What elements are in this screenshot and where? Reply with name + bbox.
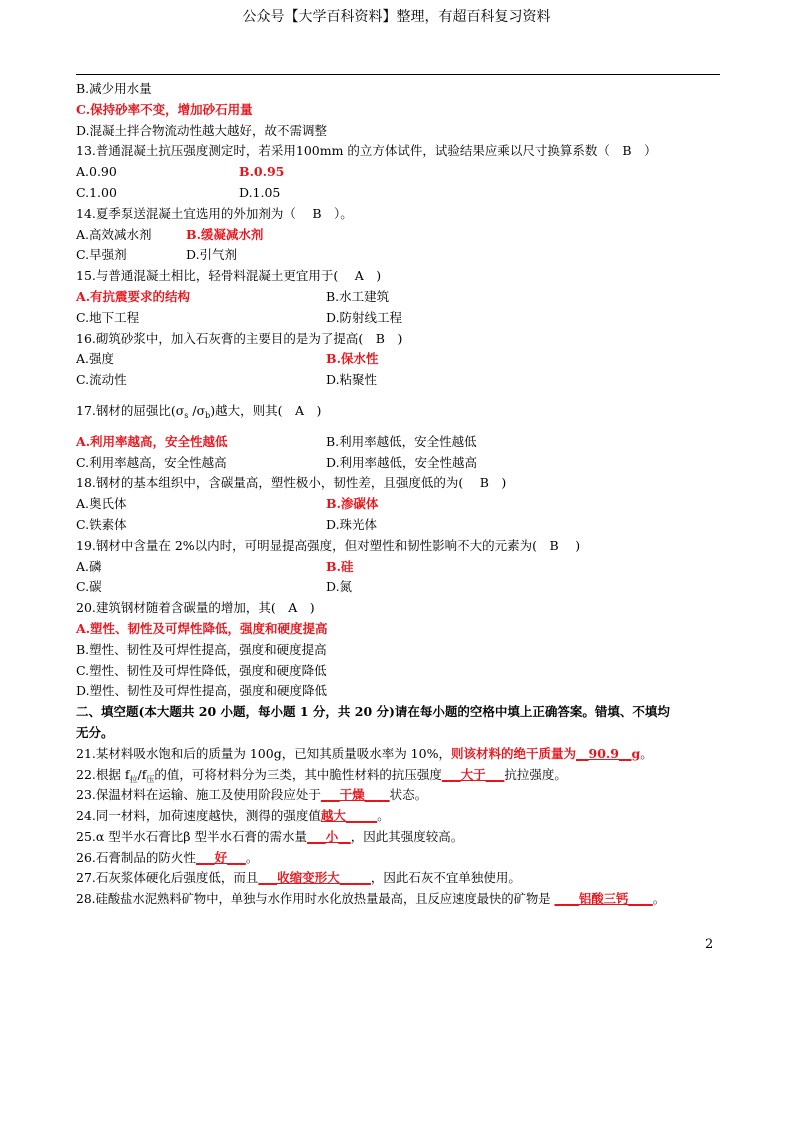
options-row	[76, 515, 724, 536]
question-17	[76, 401, 724, 422]
q17-text: /σ	[188, 402, 206, 418]
document-body	[76, 79, 724, 910]
q28-text: 28.硅酸盐水泥熟料矿物中，单独与水作用时水化放热量最高，且反应速度最快的矿物是	[76, 892, 555, 907]
page-header: 公众号【大学百科资料】整理，有超百科复习资料	[242, 9, 551, 25]
option-b-answer: B.渗碳体	[326, 496, 379, 512]
question-19: 19.钢材中含量在 2%以内时，可明显提高强度，但对塑性和韧性影响不大的元素为( B )	[76, 537, 581, 553]
question-16: 16.砌筑砂浆中，加入石灰膏的主要目的是为了提高( B )	[76, 330, 403, 346]
option-d: D.引气剂	[186, 247, 238, 263]
q24-answer: 越大_____	[320, 808, 378, 824]
option-c: C.碳	[76, 579, 102, 595]
option-a-answer: A.利用率越高，安全性越低	[76, 433, 228, 449]
option-line: D.混凝土拌合物流动性越大越好，故不需调整	[76, 122, 328, 138]
options-row	[76, 432, 724, 453]
option-d: D.防射线工程	[326, 309, 403, 325]
option-c: C.早强剂	[76, 247, 127, 263]
option-c: C.地下工程	[76, 309, 140, 325]
q27-end: ，因此石灰不宜单独使用。	[370, 870, 521, 886]
q27-answer: ___收缩变形大_____	[258, 870, 371, 886]
question-20: 20.建筑钢材随着含碳量的增加，其( A )	[76, 600, 315, 616]
question-14: 14.夏季泵送混凝土宜选用的外加剂为（ B ）。	[76, 205, 353, 221]
q21-end: 。	[640, 745, 653, 761]
q22-end: 抗拉强度。	[504, 766, 567, 782]
option-d: D.利用率越低，安全性越高	[326, 454, 478, 470]
options-row	[76, 162, 724, 183]
option-b: B.塑性、韧性及可焊性提高，强度和硬度提高	[76, 641, 327, 657]
option-a: A.强度	[76, 351, 115, 367]
question-18: 18.钢材的基本组织中，含碳量高，塑性极小，韧性差，且强度低的为( B )	[76, 475, 507, 491]
q28-end: 。	[652, 892, 666, 907]
options-row	[76, 349, 724, 370]
option-b-answer: B.保水性	[326, 351, 379, 367]
question-25	[76, 827, 724, 848]
option-d: D.粘聚性	[326, 372, 378, 388]
subscript: s	[184, 410, 189, 420]
question-21	[76, 744, 724, 765]
options-row	[76, 577, 724, 598]
options-row	[76, 183, 724, 204]
option-d: D.氮	[326, 579, 353, 595]
question-22	[76, 765, 724, 786]
q27-text: 27.石灰浆体硬化后强度低，而且	[76, 870, 259, 886]
option-b-answer: B.0.95	[239, 164, 285, 180]
options-row	[76, 453, 724, 474]
option-a: A.磷	[76, 558, 102, 574]
option-a: A.奥氏体	[76, 496, 127, 512]
q22-text: 22.根据 f	[76, 766, 130, 782]
q22-text: /f	[137, 766, 147, 782]
q24-text: 24.同一材料，加荷速度越快，测得的强度值	[76, 808, 321, 824]
q25-text: 25.α 型半水石膏比β 型半水石膏的需水量	[76, 828, 307, 844]
q23-answer: ___干燥____	[320, 787, 390, 803]
q21-answer: __90.9__g	[576, 745, 641, 761]
option-a-answer: A.塑性、韧性及可焊性降低，强度和硬度提高	[76, 620, 328, 636]
option-c: C.1.00	[76, 184, 117, 200]
q25-answer: ___小__	[307, 828, 351, 844]
options-row	[76, 245, 724, 266]
q23-end: 状态。	[389, 787, 428, 803]
options-row	[76, 494, 724, 515]
q17-text: )越大，则其( A )	[210, 402, 322, 418]
q26-end: 。	[245, 849, 259, 865]
question-23	[76, 785, 724, 806]
option-b: B.利用率越低，安全性越低	[326, 433, 477, 449]
q21-text: 21.某材料吸水饱和后的质量为 100g，已知其质量吸水率为 10%，	[76, 745, 451, 761]
question-26	[76, 848, 724, 869]
option-a-answer: A.有抗震要求的结构	[76, 288, 191, 304]
option-b: B.水工建筑	[326, 288, 390, 304]
q22-answer: ___大于___	[441, 766, 505, 782]
question-24	[76, 806, 724, 827]
option-b-answer: B.缓凝减水剂	[186, 226, 264, 242]
q22-text: 的值，可将材料分为三类，其中脆性材料的抗压强度	[154, 766, 442, 782]
section-heading: 二、填空题(本大题共 20 小题，每小题 1 分，共 20 分)请在每小题的空格中填上正确答案。错填、不填均	[76, 704, 670, 720]
q25-end: ，因此其强度较高。	[350, 828, 464, 844]
question-27	[76, 868, 724, 889]
subscript: 拉	[129, 774, 138, 784]
option-c: C.流动性	[76, 372, 127, 388]
option-a: A.0.90	[76, 164, 117, 180]
q24-end: 。	[377, 808, 390, 824]
q26-text: 26.石膏制品的防火性	[76, 849, 196, 865]
option-c: C.铁素体	[76, 516, 127, 532]
header-rule	[76, 74, 720, 75]
option-b-answer: B.硅	[326, 558, 354, 574]
option-d: D.珠光体	[326, 516, 378, 532]
question-13: 13.普通混凝土抗压强度测定时，若采用100mm 的立方体试件，试验结果应乘以尺寸换算系数（ B ）	[76, 143, 657, 159]
options-row	[76, 308, 724, 329]
q26-answer: ___好___	[195, 849, 246, 865]
option-line: B.减少用水量	[76, 81, 152, 96]
q23-text: 23.保温材料在运输、施工及使用阶段应处于	[76, 787, 321, 803]
options-row	[76, 225, 724, 246]
question-15: 15.与普通混凝土相比，轻骨料混凝土更宜用于( A )	[76, 268, 382, 284]
options-row	[76, 287, 724, 308]
subscript: b	[205, 410, 211, 420]
option-c: C.利用率越高，安全性越高	[76, 454, 227, 470]
question-28	[76, 889, 724, 910]
answer-line: C.保持砂率不变，增加砂石用量	[76, 101, 253, 117]
option-c: C.塑性、韧性及可焊性降低，强度和硬度降低	[76, 662, 327, 678]
options-row	[76, 370, 724, 391]
subscript: 压	[146, 774, 155, 784]
option-d: D.塑性、韧性及可焊性提高，强度和硬度降低	[76, 683, 328, 699]
section-heading-cont: 无分。	[76, 724, 114, 740]
page-number: 2	[705, 937, 714, 952]
option-d: D.1.05	[239, 184, 281, 200]
q28-answer: ____铝酸三钙____	[554, 891, 653, 907]
q21-answer-text: 则该材料的绝干质量为	[450, 745, 576, 761]
option-a: A.高效减水剂	[76, 226, 152, 242]
options-row	[76, 557, 724, 578]
q17-text: 17.钢材的屈强比(σ	[76, 402, 185, 418]
